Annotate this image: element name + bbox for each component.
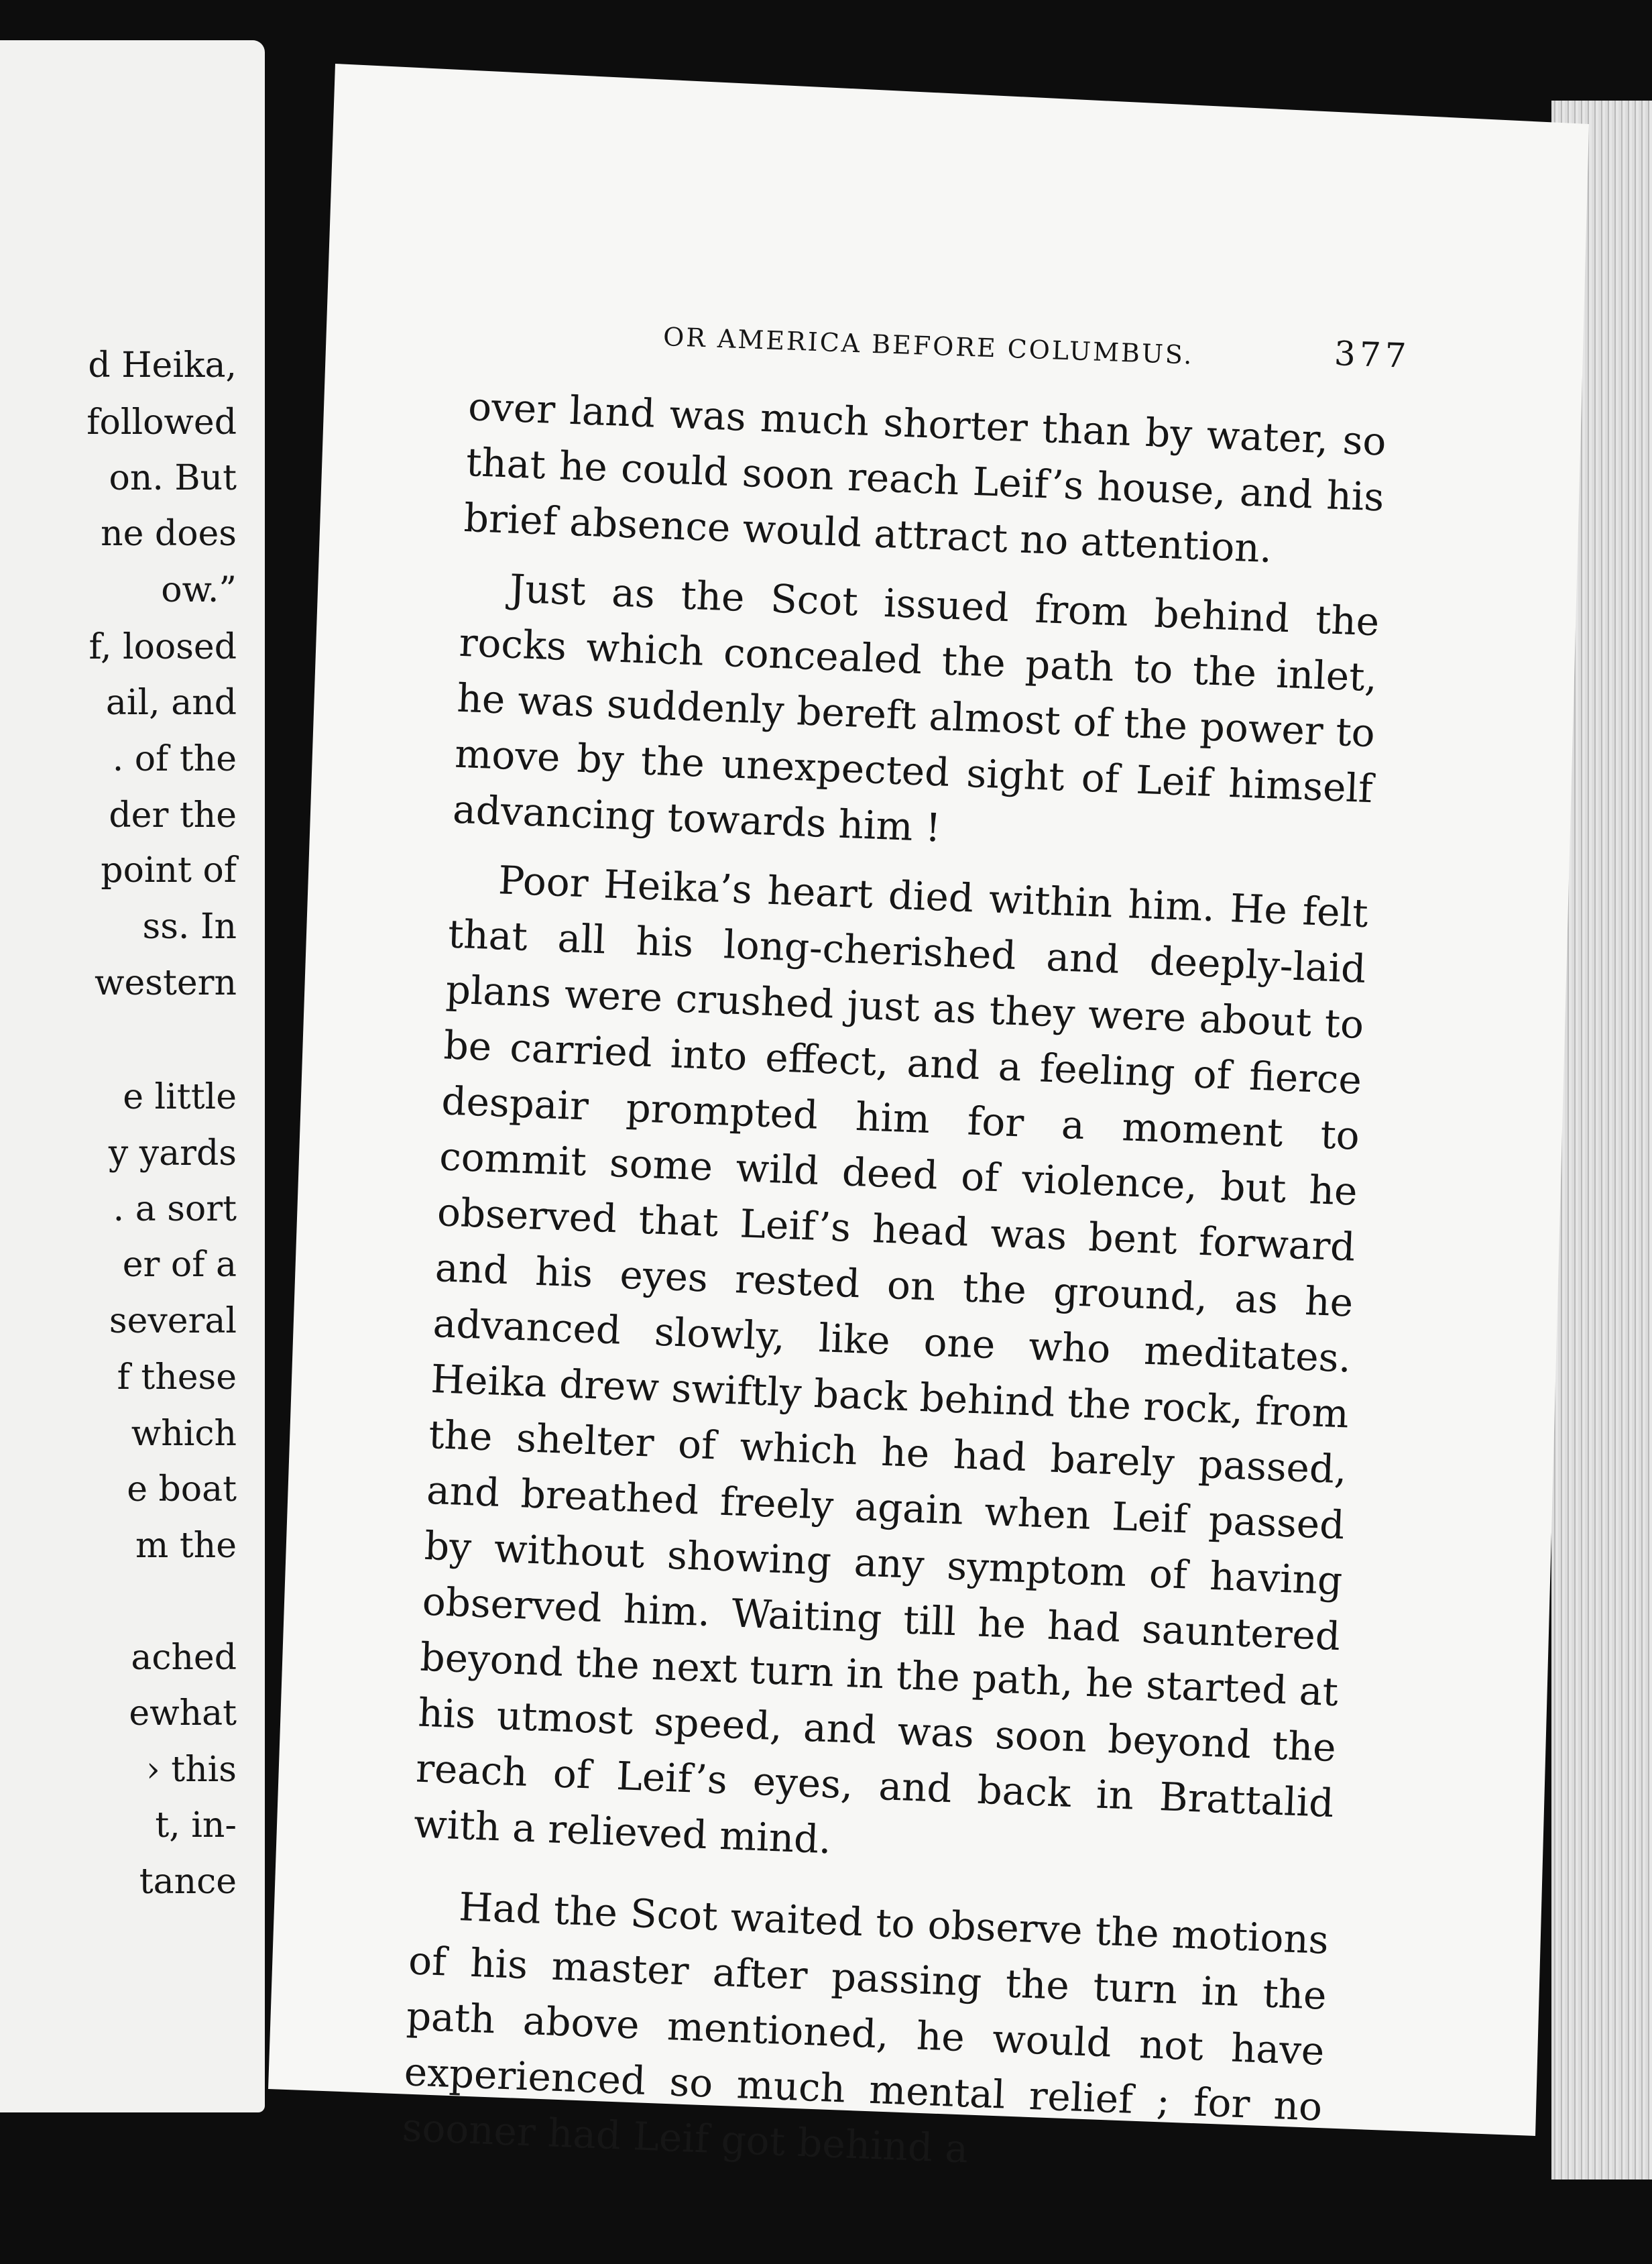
paragraph-1: over land was much shorter than by water, so that he could soon reach Leif’s house, and his brief absence would attract no attention.	[463, 383, 1387, 572]
body-text	[401, 379, 1387, 2191]
left-page-line: ne does	[101, 514, 237, 554]
paragraph-4: Had the Scot waited to observe the motions of his master after passing the turn in the path above mentioned, he would not have experienced so much mental relief ; for no sooner had Leif got behind a	[401, 1884, 1330, 2172]
left-page-line: f, loosed	[88, 627, 237, 667]
left-page-line: several	[109, 1301, 237, 1341]
left-page-line: e boat	[127, 1469, 237, 1510]
left-page-line: e little	[123, 1077, 237, 1117]
paragraph-3: Poor Heika’s heart died within him. He felt that all his long-cherished and deeply-laid plans were crushed just as they were about to be carried into effect, and a feeling of fierce despair prompted him for a moment to commit some wild deed of violence, but he observed that Leif’s head was bent forward and his eyes rested on the ground, as he advanced slowly, like one who meditates. Heika drew swiftly back behind the rock, from the shelter of which he had barely passed, and breathed freely again when Leif passed by without showing any symptom of having observed him. Waiting till he had sauntered beyond the next turn in the path, he started at his utmost speed, and was soon beyond the reach of Leif’s eyes, and back in Brattalid with a relieved mind.	[412, 857, 1369, 1863]
left-page-line: which	[131, 1414, 237, 1454]
left-page-line: followed	[86, 402, 237, 443]
left-page-line: f these	[117, 1357, 237, 1398]
left-page-line: t, in-	[155, 1805, 237, 1846]
left-page-line: d Heika,	[88, 345, 237, 386]
left-page-line: y yards	[108, 1133, 237, 1174]
left-page	[0, 40, 265, 2112]
running-header: OR AMERICA BEFORE COLUMBUS.	[662, 322, 1195, 370]
left-page-line: m the	[135, 1526, 237, 1566]
left-page-line: on. But	[109, 458, 237, 498]
left-page-line: ss. In	[142, 907, 237, 947]
paragraph-2: Just as the Scot issued from behind the rocks which concealed the path to the inlet, he was suddenly bereft almost of the power to move by the unexpected sight of Leif himself advancing towards him !	[452, 565, 1380, 851]
left-page-line: er of a	[122, 1245, 237, 1285]
left-page-line: . a sort	[113, 1189, 237, 1229]
left-page-line: ewhat	[129, 1693, 237, 1734]
left-page-line: ached	[131, 1638, 237, 1678]
left-page-line: ail, and	[105, 683, 237, 723]
left-page-line: . of the	[112, 739, 237, 779]
left-page-line: der the	[109, 795, 237, 836]
page-number: 377	[1334, 334, 1411, 376]
left-page-line: ow.”	[161, 570, 237, 610]
left-page-line: › this	[145, 1750, 237, 1790]
left-page-line: point of	[101, 850, 237, 891]
left-page-line: western	[95, 963, 237, 1003]
left-page-line: tance	[139, 1862, 237, 1902]
